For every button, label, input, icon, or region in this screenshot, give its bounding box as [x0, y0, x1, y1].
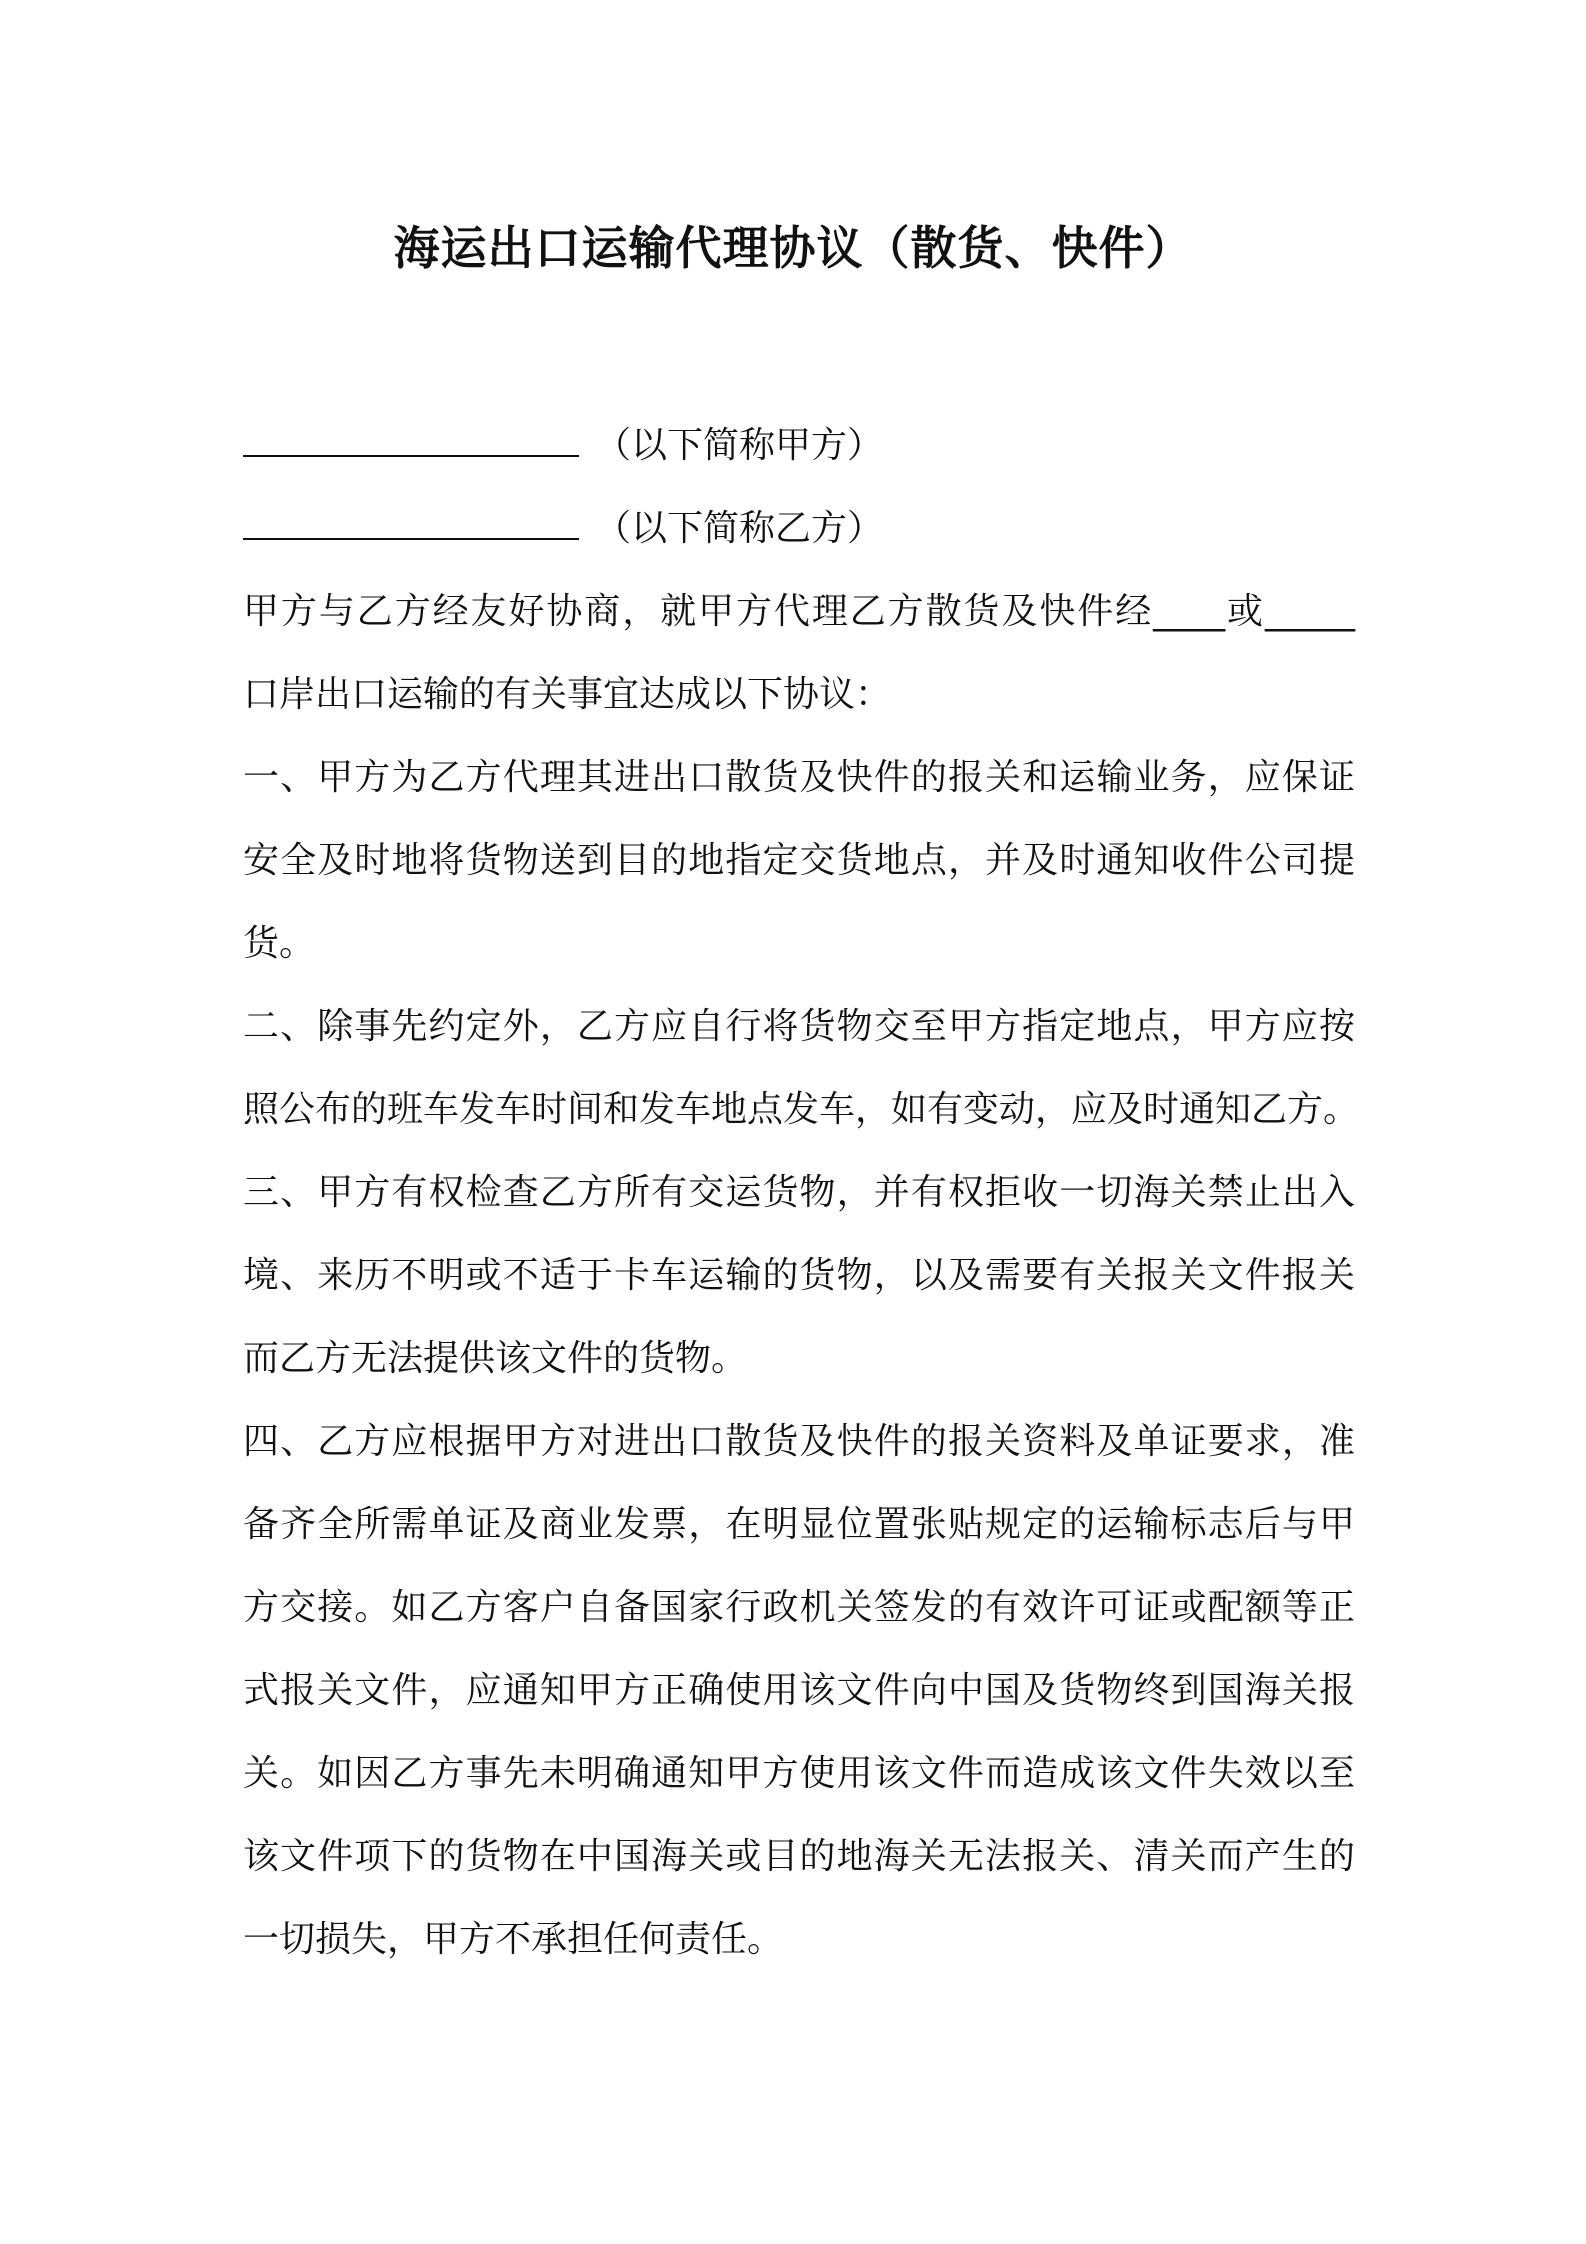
clause-2-line: 照公布的班车发车时间和发车地点发车，如有变动，应及时通知乙方。 [243, 1089, 1360, 1130]
clause-4-line: 式报关文件，应通知甲方正确使用该文件向中国及货物终到国海关报 [243, 1670, 1355, 1711]
clause-1-line: 安全及时地将货物送到目的地指定交货地点，并及时通知收件公司提 [243, 840, 1355, 881]
party-a-blank[interactable] [243, 429, 579, 457]
intro-paragraph [243, 570, 1355, 736]
party-b-label: （以下简称乙方） [595, 508, 884, 549]
clause-4-line: 四、乙方应根据甲方对进出口散货及快件的报关资料及单证要求，准 [243, 1421, 1355, 1462]
intro-line: 甲方与乙方经友好协商，就甲方代理乙方散货及快件经____或_____ [243, 591, 1355, 632]
clause-2-line: 二、除事先约定外，乙方应自行将货物交至甲方指定地点，甲方应按 [243, 1006, 1355, 1047]
clause-4-line: 该文件项下的货物在中国海关或目的地海关无法报关、清关而产生的 [243, 1836, 1355, 1877]
party-b-line [243, 487, 1355, 570]
clause-4-line: 方交接。如乙方客户自备国家行政机关签发的有效许可证或配额等正 [243, 1587, 1355, 1628]
clause-4 [243, 1400, 1355, 1981]
document-body [243, 404, 1360, 1981]
clause-4-line: 备齐全所需单证及商业发票，在明显位置张贴规定的运输标志后与甲 [243, 1504, 1355, 1545]
intro-line: 口岸出口运输的有关事宜达成以下协议： [243, 674, 892, 715]
party-b-blank[interactable] [243, 512, 579, 540]
clause-4-line: 关。如因乙方事先未明确通知甲方使用该文件而造成该文件失效以至 [243, 1753, 1355, 1794]
party-a-line [243, 404, 1355, 487]
clause-3-line: 三、甲方有权检查乙方所有交运货物，并有权拒收一切海关禁止出入 [243, 1172, 1355, 1213]
party-a-label: （以下简称甲方） [595, 425, 884, 466]
clause-1 [243, 736, 1355, 985]
clause-3 [243, 1151, 1355, 1400]
clause-1-line: 一、甲方为乙方代理其进出口散货及快件的报关和运输业务，应保证 [243, 757, 1355, 798]
clause-2 [243, 985, 1360, 1151]
document-title: 海运出口运输代理协议（散货、快件） [393, 221, 1193, 275]
clause-4-line: 一切损失，甲方不承担任何责任。 [243, 1919, 784, 1960]
clause-3-line: 而乙方无法提供该文件的货物。 [243, 1338, 748, 1379]
clause-1-line: 货。 [243, 923, 316, 964]
clause-3-line: 境、来历不明或不适于卡车运输的货物，以及需要有关报关文件报关 [243, 1255, 1355, 1296]
